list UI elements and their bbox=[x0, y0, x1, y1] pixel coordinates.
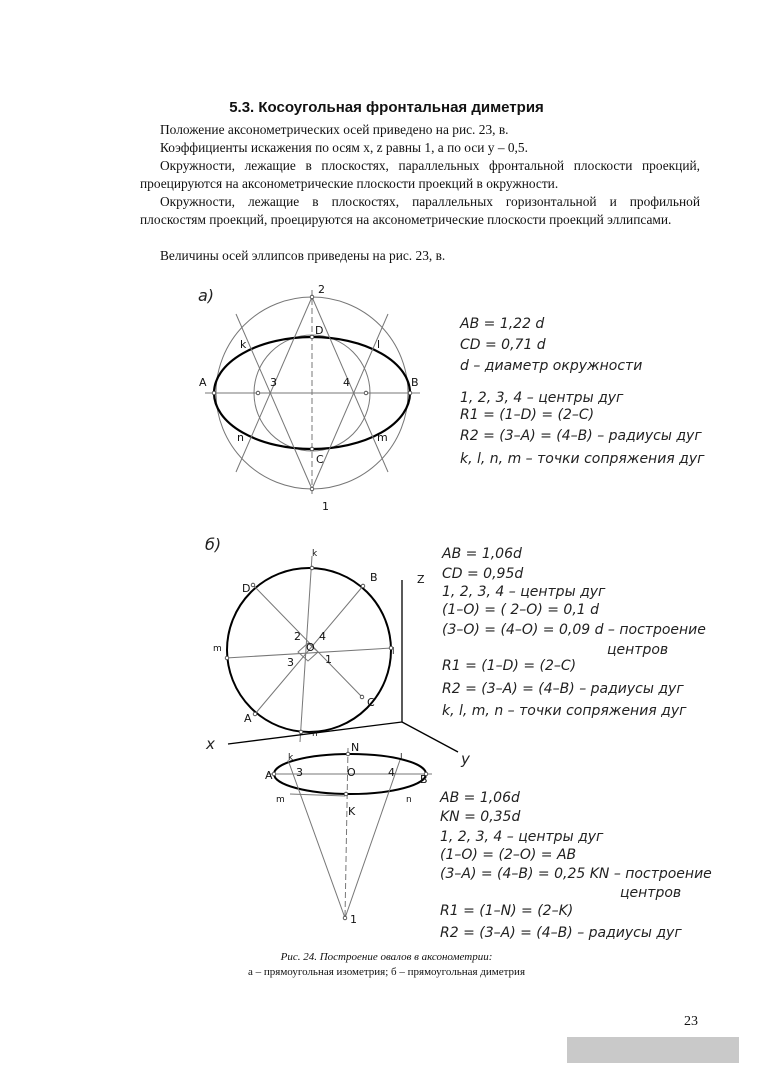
point-c-B: B bbox=[420, 773, 428, 786]
point-b-A: A bbox=[244, 712, 252, 725]
point-b-2: 2 bbox=[294, 630, 301, 643]
point-c-4: 4 bbox=[388, 766, 395, 779]
axis-b-z: Z bbox=[417, 573, 425, 586]
note-a-5: R1 = (1–D) = (2–C) bbox=[460, 407, 595, 423]
note-c-7: R1 = (1–N) = (2–K) bbox=[440, 903, 574, 919]
point-b-C: C bbox=[367, 696, 375, 709]
point-a-4: 4 bbox=[343, 376, 350, 389]
note-b-9: k, l, m, n – точки сопряжения дуг bbox=[442, 703, 687, 719]
point-b-O: O bbox=[306, 641, 315, 654]
note-b-2: CD = 0,95d bbox=[442, 566, 524, 582]
note-c-5: (3–A) = (4–B) = 0,25 KN – построение bbox=[440, 866, 712, 882]
point-c-l: l bbox=[400, 753, 403, 763]
paragraph-2: Коэффициенты искажения по осям x, z равны 1, а по оси y – 0,5. bbox=[160, 140, 528, 155]
point-c-m: m bbox=[276, 795, 285, 805]
note-b-4: (1–O) = ( 2–O) = 0,1 d bbox=[442, 602, 600, 618]
paragraph-4: Окружности, лежащие в плоскостях, параллельных горизонтальной и профильной плоскостям проекций, проецируются на аксонометрические плоскости проекций эллипсами. bbox=[140, 194, 700, 227]
point-c-1: 1 bbox=[350, 913, 357, 926]
point-c-K: K bbox=[348, 805, 356, 818]
paragraph-3: Окружности, лежащие в плоскостях, параллельных фронтальной плоскости проекций, проецируются на аксонометрические плоскости проекций в окружности. bbox=[140, 158, 700, 191]
note-b-8: R2 = (3–A) = (4–B) – радиусы дуг bbox=[442, 681, 684, 697]
note-c-8: R2 = (3–A) = (4–B) – радиусы дуг bbox=[440, 925, 682, 941]
point-b-4: 4 bbox=[319, 630, 326, 643]
point-a-D: D bbox=[315, 324, 324, 337]
point-c-O: O bbox=[347, 766, 356, 779]
point-a-n: n bbox=[237, 431, 244, 444]
page-number: 23 bbox=[684, 1014, 698, 1029]
figure-a-construction bbox=[205, 290, 420, 497]
point-a-3: 3 bbox=[270, 376, 277, 389]
point-b-1: 1 bbox=[325, 653, 332, 666]
note-c-4: (1–O) = (2–O) = AB bbox=[440, 847, 577, 863]
point-a-l: l bbox=[377, 338, 381, 351]
note-c-2: KN = 0,35d bbox=[440, 809, 521, 825]
figure-b-label: б) bbox=[205, 535, 222, 554]
point-a-B: B bbox=[411, 376, 419, 389]
point-a-A: A bbox=[199, 376, 207, 389]
figure-a-label: а) bbox=[198, 286, 215, 305]
note-c-6: центров bbox=[620, 885, 682, 901]
note-c-1: AB = 1,06d bbox=[440, 790, 520, 806]
point-b-3: 3 bbox=[287, 656, 294, 669]
axis-b-x: x bbox=[206, 735, 215, 753]
point-c-k: k bbox=[288, 753, 294, 763]
note-a-1: AB = 1,22 d bbox=[460, 316, 545, 332]
note-b-1: AB = 1,06d bbox=[442, 546, 522, 562]
point-b-D: D bbox=[242, 582, 251, 595]
point-a-m: m bbox=[377, 431, 388, 444]
paragraph-5: Величины осей эллипсов приведены на рис. 23, в. bbox=[160, 248, 446, 263]
note-c-3: 1, 2, 3, 4 – центры дуг bbox=[440, 829, 604, 845]
point-c-A: A bbox=[265, 769, 273, 782]
paragraph-1: Положение аксонометрических осей приведено на рис. 23, в. bbox=[160, 122, 509, 137]
note-a-2: CD = 0,71 d bbox=[460, 337, 546, 353]
note-b-6: центров bbox=[607, 642, 669, 658]
point-b-l: l bbox=[392, 647, 395, 657]
note-b-7: R1 = (1–D) = (2–C) bbox=[442, 658, 577, 674]
point-c-3: 3 bbox=[296, 766, 303, 779]
note-b-5: (3–O) = (4–O) = 0,09 d – построение bbox=[442, 622, 706, 638]
note-a-6: R2 = (3–A) = (4–B) – радиусы дуг bbox=[460, 428, 702, 444]
figure-caption-title: Рис. 24. Построение овалов в аксонометрии: bbox=[280, 951, 493, 963]
note-a-7: k, l, n, m – точки сопряжения дуг bbox=[460, 451, 705, 467]
section-heading: 5.3. Косоугольная фронтальная диметрия bbox=[229, 99, 544, 116]
axis-b-y: y bbox=[461, 750, 470, 768]
point-b-k: k bbox=[312, 549, 318, 559]
note-a-4: 1, 2, 3, 4 – центры дуг bbox=[460, 390, 624, 406]
point-a-k: k bbox=[240, 338, 247, 351]
point-a-1: 1 bbox=[322, 500, 329, 513]
point-a-2: 2 bbox=[318, 283, 325, 296]
note-b-3: 1, 2, 3, 4 – центры дуг bbox=[442, 584, 606, 600]
point-b-m: m bbox=[213, 644, 222, 654]
page-footer-bar bbox=[567, 1037, 739, 1063]
point-b-n: n bbox=[312, 729, 318, 739]
note-a-3: d – диаметр окружности bbox=[460, 358, 643, 374]
figure-caption-subtitle: а – прямоугольная изометрия; б – прямоугольная диметрия bbox=[247, 966, 526, 978]
point-a-C: C bbox=[316, 453, 324, 466]
point-c-n: n bbox=[406, 795, 412, 805]
point-b-B: B bbox=[370, 571, 378, 584]
point-c-N: N bbox=[351, 741, 360, 754]
